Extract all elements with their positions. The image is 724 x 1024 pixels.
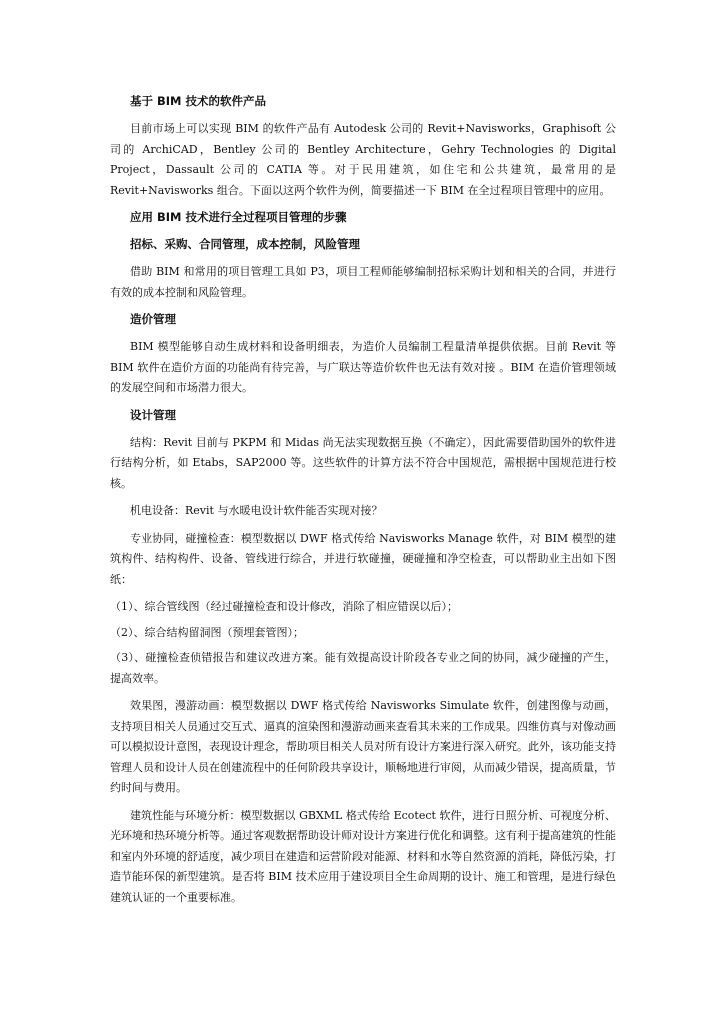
heading-design: 设计管理 — [130, 407, 176, 422]
paragraph-intro: 目前市场上可以实现 BIM 的软件产品有 Autodesk 公司的 Revit+Navisworks，Graphisoft 公司的 ArchiCAD，Bentley 公司的 Bentley Architecture，Gehry Technologies 的 Digital Project，Dassault 公司的 CATIA 等。对于民用建筑，如住宅和公共建筑，最常用的是 Revit+Navisworks 组合。下面以这两个软件为例，简要描述一下 BIM 在全过程项目管理中的应用。 — [110, 122, 616, 197]
paragraph-bidding: 借助 BIM 和常用的项目管理工具如 P3，项目工程师能够编制招标采购计划和相关的合同，并进行有效的成本控制和风险管理。 — [110, 265, 616, 299]
list-item-3: （3）、碰撞检查侦错报告和建议改进方案。能有效提高设计阶段各专业之间的协同，减少碰撞的产生，提高效率。 — [110, 651, 616, 685]
paragraph-green-building: 建筑性能与环境分析：模型数据以 GBXML 格式传给 Ecotect 软件，进行日照分析、可视度分析、光环境和热环境分析等。通过客观数据帮助设计师对设计方案进行优化和调整。这有利于提高建筑的性能和室内外环境的舒适度，减少项目在建造和运营阶段对能源、材料和水等自然资源的消耗，降低污染，打造节能环保的新型建筑。是否将 BIM 技术应用于建设项目全生命周期的设计、施工和管理，是进行绿色建筑认证的一个重要标准。 — [110, 808, 616, 904]
heading-bim-software: 基于 BIM 技术的软件产品 — [130, 94, 266, 108]
document-page — [110, 92, 616, 915]
heading-steps: 应用 BIM 技术进行全过程项目管理的步骤 — [130, 210, 347, 224]
paragraph-structure: 结构：Revit 目前与 PKPM 和 Midas 尚无法实现数据互换（不确定），因此需要借助国外的软件进行结构分析，如 Etabs，SAP2000 等。这些软件的计算方法不符合中国规范，需根据中国规范进行校核。 — [110, 435, 616, 490]
list-item-2: （2）、综合结构留洞图（预埋套管图）； — [110, 625, 304, 639]
list-item-1: （1）、综合管线图（经过碰撞检查和设计修改，消除了相应错误以后）； — [110, 600, 458, 613]
paragraph-rendering: 效果图，漫游动画：模型数据以 DWF 格式传给 Navisworks Simulate 软件，创建图像与动画，支持项目相关人员通过交互式、逼真的渲染图和漫游动画来查看其未来的工作成果。四维仿真与对像动画可以模拟设计意图，表现设计理念，帮助项目相关人员对所有设计方案进行深入研究。此外，该功能支持管理人员和设计人员在创建流程中的任何阶段共享设计，顺畅地进行审阅，从而减少错误，提高质量，节约时间与费用。 — [110, 699, 616, 794]
heading-cost: 造价管理 — [130, 312, 176, 326]
heading-bidding: 招标、采购、合同管理，成本控制，风险管理 — [130, 237, 360, 251]
paragraph-cost: BIM 模型能够自动生成材料和设备明细表，为造价人员编制工程量清单提供依据。目前 Revit 等 BIM 软件在造价方面的功能尚有待完善，与广联达等造价软件也无法有效对接 。BIM 在造价管理领域的发展空间和市场潜力很大。 — [110, 340, 616, 394]
paragraph-mep: 机电设备：Revit 与水暖电设计软件能否实现对接？ — [130, 504, 383, 517]
paragraph-coordination: 专业协同，碰撞检查：模型数据以 DWF 格式传给 Navisworks Manage 软件，对 BIM 模型的建筑构件、结构构件、设备、管线进行综合，并进行软碰撞，硬碰撞和净空检查，可以帮助业主出如下图纸： — [110, 531, 616, 586]
